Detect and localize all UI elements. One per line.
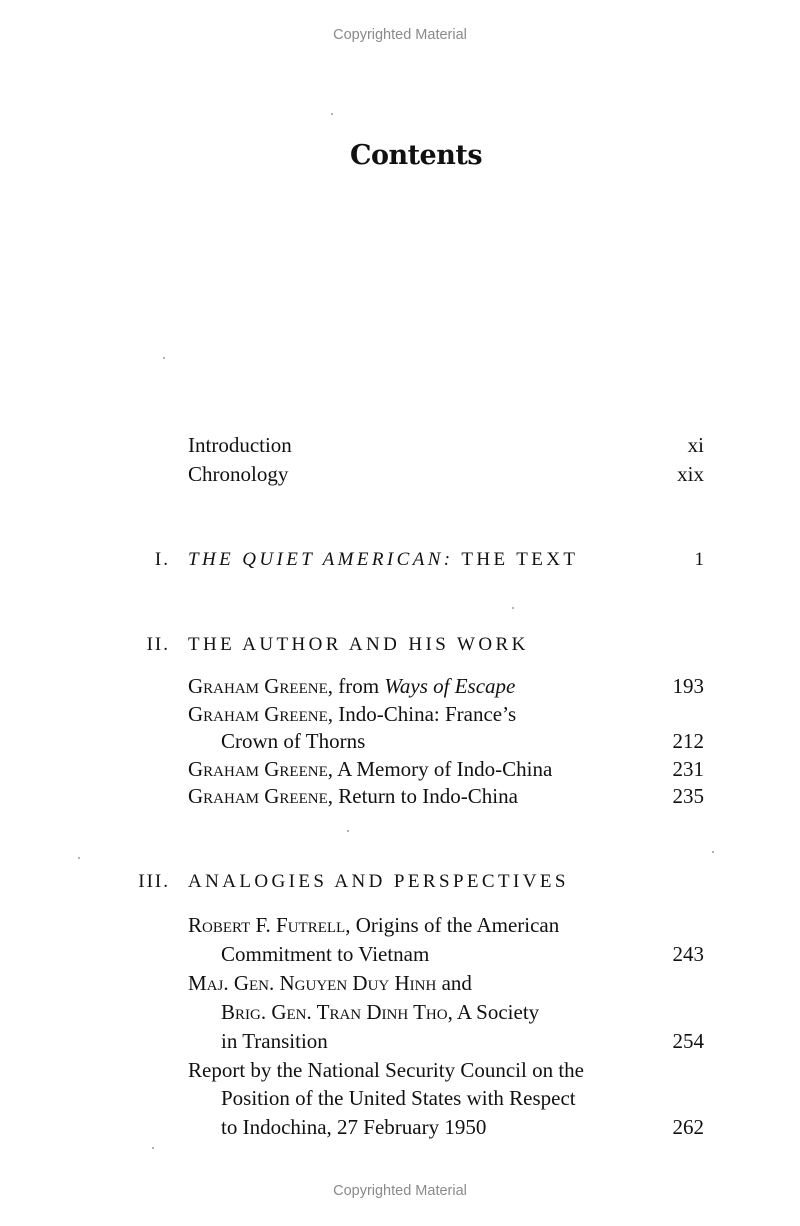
entry-text: Crown of Thorns [221, 729, 366, 753]
page-number: 262 [672, 1115, 704, 1139]
toc-entry-continuation[interactable] [221, 940, 704, 968]
toc-entry-continuation[interactable] [221, 1027, 704, 1055]
entry-text: in Transition [221, 1029, 328, 1053]
toc-entry[interactable] [188, 911, 704, 939]
entry-author: Graham Greene [188, 674, 328, 698]
scan-speck [78, 857, 80, 859]
entry-text: Report by the National Security Council on the [188, 1058, 585, 1082]
scan-speck [347, 830, 349, 832]
scan-speck [152, 1147, 154, 1149]
page-number: 212 [672, 729, 704, 753]
part-number: II. [146, 634, 170, 655]
toc-entry[interactable] [188, 755, 704, 783]
scan-speck [163, 357, 165, 359]
toc-entry[interactable] [188, 700, 704, 728]
page-number: 193 [672, 674, 704, 698]
entry-text: Position of the United States with Respect [221, 1086, 576, 1110]
entry-text: , Origins of the American [345, 913, 560, 937]
part-title-rest: THE TEXT [453, 549, 579, 570]
entry-text: , A Society [447, 1000, 540, 1024]
entry-author: Brig. Gen. Tran Dinh Tho [221, 1000, 448, 1024]
scan-speck [512, 607, 514, 609]
entry-author: Graham Greene [188, 784, 328, 808]
part-title[interactable]: THE AUTHOR AND HIS WORK [188, 634, 529, 655]
toc-entry-chronology[interactable] [188, 460, 704, 488]
entry-author: Graham Greene [188, 702, 328, 726]
page-title: Contents [349, 140, 483, 171]
part-title[interactable]: ANALOGIES AND PERSPECTIVES [188, 871, 569, 892]
toc-entry[interactable] [188, 1056, 704, 1084]
toc-entry-continuation[interactable] [221, 998, 704, 1026]
toc-entry[interactable] [188, 782, 704, 810]
part-title[interactable] [188, 546, 578, 574]
entry-text: , Return to Indo-China [327, 784, 518, 808]
entry-text: to Indochina, 27 February 1950 [221, 1115, 487, 1139]
page-number: 254 [672, 1029, 704, 1053]
page-number: xi [687, 433, 704, 457]
entry-author: Robert F. Futrell [188, 913, 346, 937]
toc-entry-continuation[interactable] [221, 1084, 704, 1112]
page-number: 1 [694, 549, 704, 570]
toc-entry-continuation[interactable] [221, 1113, 704, 1141]
entry-text: , A Memory of Indo-China [327, 757, 553, 781]
entry-italic-title: Ways of Escape [384, 674, 516, 698]
entry-text: , from [327, 674, 385, 698]
entry-author: Maj. Gen. Nguyen Duy Hinh [188, 971, 437, 995]
toc-entry-introduction[interactable] [188, 431, 704, 459]
page-number: 243 [672, 942, 704, 966]
entry-text: Commitment to Vietnam [221, 942, 430, 966]
entry-author: Graham Greene [188, 757, 328, 781]
scan-speck [331, 113, 333, 115]
part-number: I. [154, 549, 170, 570]
page-number: xix [677, 462, 704, 486]
part-title-italic: THE QUIET AMERICAN: [188, 549, 454, 570]
entry-text: and [436, 971, 472, 995]
watermark-bottom: Copyrighted Material [333, 1183, 467, 1199]
watermark-top: Copyrighted Material [333, 27, 467, 43]
part-number: III. [138, 871, 170, 892]
page-number: 231 [672, 757, 704, 781]
entry-title: Introduction [188, 433, 292, 457]
page-number: 235 [672, 784, 704, 808]
toc-entry-continuation[interactable] [221, 727, 704, 755]
toc-entry[interactable] [188, 969, 704, 997]
scan-speck [712, 851, 714, 853]
toc-entry[interactable] [188, 672, 704, 700]
entry-title: Chronology [188, 462, 289, 486]
entry-text: , Indo-China: France’s [327, 702, 517, 726]
